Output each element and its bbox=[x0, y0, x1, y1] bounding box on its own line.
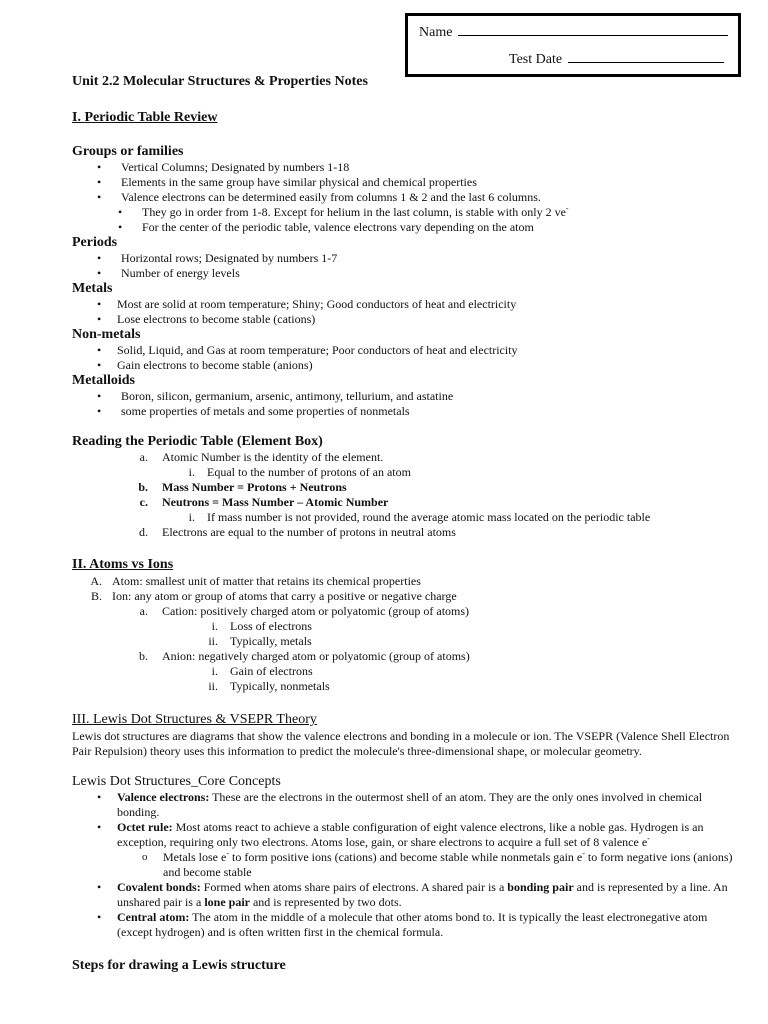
section-heading-atoms-vs-ions: II. Atoms vs Ions bbox=[72, 557, 174, 572]
metalloids-heading: Metalloids bbox=[72, 373, 135, 388]
list-item: c. Neutrons = Mass Number – Atomic Number bbox=[139, 495, 389, 509]
test-date-blank[interactable] bbox=[568, 50, 724, 63]
superscript: - bbox=[647, 834, 650, 843]
list-item: i. Gain of electrons bbox=[211, 664, 313, 678]
list-item: B. Ion: any atom or group of atoms that carry a positive or negative charge bbox=[90, 589, 457, 603]
core-concepts-list bbox=[72, 790, 734, 850]
steps-heading: Steps for drawing a Lewis structure bbox=[72, 958, 286, 973]
list-item: • some properties of metals and some properties of nonmetals bbox=[72, 404, 734, 419]
nonmetals-heading: Non-metals bbox=[72, 327, 141, 342]
list-item: • Boron, silicon, germanium, arsenic, antimony, tellurium, and astatine bbox=[72, 389, 734, 404]
list-item: • Covalent bonds: Formed when atoms share pairs of electrons. A shared pair is a bonding pair and is represented by a line. An unshared pair is a lone pair and is represented by two dots. bbox=[72, 880, 734, 910]
list-item: ii. Typically, nonmetals bbox=[208, 679, 330, 693]
list-item: • Lose electrons to become stable (cations) bbox=[72, 312, 734, 327]
list-item: o Metals lose e- to form positive ions (cations) and become stable while nonmetals gain e- to form negative ions (anions) and become stable bbox=[72, 850, 734, 880]
list-item: i. Equal to the number of protons of an atom bbox=[188, 465, 411, 479]
list-item: • Gain electrons to become stable (anions) bbox=[72, 358, 734, 373]
section-heading-periodic-table: I. Periodic Table Review bbox=[72, 110, 218, 125]
list-item: • Vertical Columns; Designated by numbers 1-18 bbox=[72, 160, 734, 175]
groups-heading: Groups or families bbox=[72, 144, 184, 159]
list-item: d. Electrons are equal to the number of protons in neutral atoms bbox=[139, 525, 456, 539]
groups-sublist bbox=[72, 205, 734, 235]
octet-sublist bbox=[72, 850, 734, 880]
section-heading-lewis-vsepr: III. Lewis Dot Structures & VSEPR Theory bbox=[72, 712, 317, 727]
lewis-intro-paragraph: Lewis dot structures are diagrams that show the valence electrons and bonding in a molecule or ion. The VSEPR (Valence Shell Electron Pair Repulsion) theory uses this information to predict the molecule's three-dimensional shape, or molecular geometry. bbox=[72, 729, 730, 758]
name-date-box bbox=[405, 13, 741, 77]
list-item: • Valence electrons: These are the electrons in the outermost shell of an atom. They are the only ones involved in chemical bonding. bbox=[72, 790, 734, 820]
metalloids-list bbox=[72, 389, 734, 419]
groups-list bbox=[72, 160, 734, 205]
list-item: a. Atomic Number is the identity of the element. bbox=[139, 450, 384, 464]
test-date-label: Test Date bbox=[509, 52, 563, 67]
superscript: - bbox=[565, 204, 569, 213]
list-item: ii. Typically, metals bbox=[208, 634, 312, 648]
list-item: • Most are solid at room temperature; Shiny; Good conductors of heat and electricity bbox=[72, 297, 734, 312]
name-row bbox=[419, 23, 728, 41]
list-item: • They go in order from 1-8. Except for helium in the last column, is stable with only 2 ve- bbox=[72, 205, 734, 220]
test-date-row bbox=[509, 50, 724, 68]
list-item: • For the center of the periodic table, valence electrons vary depending on the atom bbox=[72, 220, 734, 235]
reading-periodic-table-heading: Reading the Periodic Table (Element Box) bbox=[72, 434, 323, 449]
page-title: Unit 2.2 Molecular Structures & Properties Notes bbox=[72, 74, 368, 89]
list-item: • Octet rule: Most atoms react to achieve a stable configuration of eight valence electrons, like a noble gas. Hydrogen is an exception, requiring only two electrons. Atoms lose, gain, or share electrons to acquire a full set of 8 valence e- bbox=[72, 820, 734, 850]
name-blank[interactable] bbox=[458, 23, 728, 36]
core-concepts-heading: Lewis Dot Structures_Core Concepts bbox=[72, 774, 281, 789]
list-item: a. Cation: positively charged atom or polyatomic (group of atoms) bbox=[139, 604, 470, 618]
list-item: i. If mass number is not provided, round the average atomic mass located on the periodic table bbox=[188, 510, 651, 524]
periods-heading: Periods bbox=[72, 235, 118, 250]
list-item: • Elements in the same group have similar physical and chemical properties bbox=[72, 175, 734, 190]
name-label: Name bbox=[419, 25, 453, 40]
core-concepts-list-2 bbox=[72, 880, 734, 940]
list-item: • Valence electrons can be determined easily from columns 1 & 2 and the last 6 columns. bbox=[72, 190, 734, 205]
list-item: b. Anion: negatively charged atom or polyatomic (group of atoms) bbox=[139, 649, 470, 663]
document-body bbox=[72, 72, 734, 974]
periods-list bbox=[72, 251, 734, 281]
list-item: b. Mass Number = Protons + Neutrons bbox=[138, 480, 347, 494]
list-item: • Horizontal rows; Designated by numbers 1-7 bbox=[72, 251, 734, 266]
metals-heading: Metals bbox=[72, 281, 113, 296]
list-item: A. Atom: smallest unit of matter that retains its chemical properties bbox=[90, 574, 421, 588]
list-item: • Number of energy levels bbox=[72, 266, 734, 281]
list-item: • Central atom: The atom in the middle of a molecule that other atoms bond to. It is typically the least electronegative atom (except hydrogen) and is often written first in the chemical formula. bbox=[72, 910, 734, 940]
nonmetals-list bbox=[72, 343, 734, 373]
metals-list bbox=[72, 297, 734, 327]
list-item: • Solid, Liquid, and Gas at room temperature; Poor conductors of heat and electricity bbox=[72, 343, 734, 358]
list-item: i. Loss of electrons bbox=[211, 619, 312, 633]
